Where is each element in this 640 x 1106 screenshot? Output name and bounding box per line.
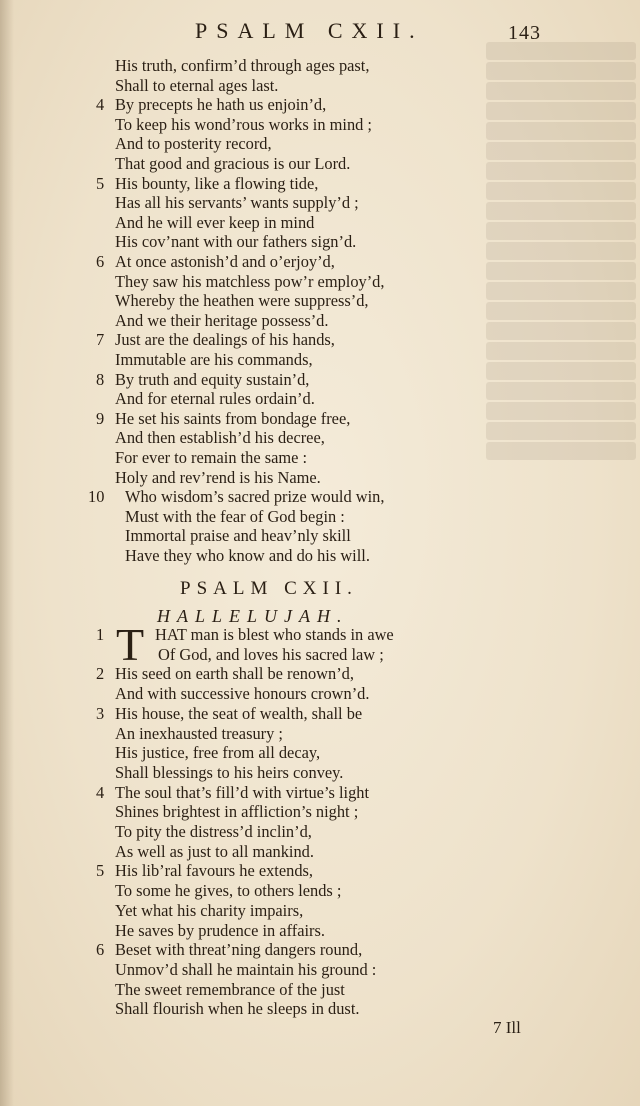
verse-number: 8	[96, 369, 105, 389]
verse-line: That good and gracious is our Lord.	[115, 154, 351, 173]
verse-line: Unmov’d shall he maintain his ground :	[115, 959, 377, 979]
page-header	[0, 18, 640, 48]
verse-line: They saw his matchless pow’r employ’d,	[115, 271, 385, 291]
verse-line: And with successive honours crown’d.	[115, 684, 370, 704]
verse-line: And to posterity record,	[115, 134, 272, 154]
verse-line: He set his saints from bondage free,	[115, 408, 351, 428]
verse-line: His bounty, like a flowing tide,	[115, 173, 319, 193]
verse-number: 6	[96, 940, 105, 960]
verse-line: Have they who know and do his will.	[125, 546, 370, 565]
verse-number: 4	[96, 95, 105, 115]
verse-number: 4	[96, 782, 105, 802]
verse-line: And then establish’d his decree,	[115, 428, 325, 448]
verse-line: Of God, and loves his sacred law ;	[158, 644, 384, 664]
verse-line: His cov’nant with our fathers sign’d.	[115, 232, 357, 252]
drop-cap: T	[116, 619, 145, 670]
verse-line: An inexhausted treasury ;	[115, 723, 283, 743]
verse-number: 5	[96, 861, 105, 881]
verse-line: By truth and equity sustain’d,	[115, 369, 310, 389]
psalm-subtitle: HALLELUJAH.	[157, 606, 349, 626]
verse-line: Must with the fear of God begin :	[125, 506, 345, 526]
verse-line: Who wisdom’s sacred prize would win,	[125, 487, 385, 507]
verse-line: HAT man is blest who stands in awe	[155, 625, 394, 644]
verse-number: 9	[96, 408, 105, 428]
verse-line: Shines brightest in affliction’s night ;	[115, 802, 359, 822]
verse-line: And for eternal rules ordain’d.	[115, 389, 315, 409]
verse-line: Shall blessings to his heirs convey.	[115, 762, 344, 782]
verse-line: Immortal praise and heav’nly skill	[125, 526, 351, 546]
catchword: 7 Ill	[493, 1018, 521, 1037]
verse-line: For ever to remain the same :	[115, 448, 308, 467]
verse-line: To pity the distress’d inclin’d,	[115, 822, 312, 841]
verse-line: Just are the dealings of his hands,	[115, 330, 335, 350]
running-head: PSALM CXII.	[195, 18, 424, 43]
verse-number: 1	[96, 625, 105, 644]
verse-line: The sweet remembrance of the just	[115, 979, 345, 999]
verse-line: Immutable are his commands,	[115, 350, 313, 369]
verse-number: 5	[96, 173, 105, 193]
verse-line: His justice, free from all decay,	[115, 743, 321, 763]
show-through-text	[486, 40, 636, 560]
verse-line: By precepts he hath us enjoin’d,	[115, 95, 327, 115]
verse-line: Has all his servants’ wants supply’d ;	[115, 193, 359, 213]
verse-line: Whereby the heathen were suppress’d,	[115, 291, 369, 311]
verse-line: His lib’ral favours he extends,	[115, 861, 314, 881]
spine-shadow	[0, 0, 14, 1106]
verse-line: At once astonish’d and o’erjoy’d,	[115, 252, 335, 271]
verse-line: His seed on earth shall be renown’d,	[115, 664, 354, 684]
verse-line: Beset with threat’ning dangers round,	[115, 940, 363, 960]
verse-number: 2	[96, 664, 105, 684]
verse-line: As well as just to all mankind.	[115, 841, 314, 861]
verse-line: His truth, confirm’d through ages past,	[115, 56, 370, 75]
verse-number: 7	[96, 330, 105, 350]
verse-line: And he will ever keep in mind	[115, 212, 315, 232]
verse-line: The soul that’s fill’d with virtue’s light	[115, 782, 370, 802]
verse-line: And we their heritage possess’d.	[115, 310, 329, 330]
page-number: 143	[508, 22, 541, 44]
verse-number: 10	[88, 487, 105, 507]
verse-line: To keep his wond’rous works in mind ;	[115, 114, 372, 134]
verse-line: Yet what his charity impairs,	[115, 900, 304, 920]
verse-number: 6	[96, 252, 105, 271]
verse-line: Shall flourish when he sleeps in dust.	[115, 999, 360, 1019]
verse-number: 3	[96, 703, 105, 723]
psalm-title: PSALM CXII.	[180, 578, 358, 599]
verse-line: Shall to eternal ages last.	[115, 75, 279, 95]
verse-line: His house, the seat of wealth, shall be	[115, 703, 363, 723]
verse-line: Holy and rev’rend is his Name.	[115, 467, 321, 487]
verse-line: To some he gives, to others lends ;	[115, 881, 342, 901]
verse-line: He saves by prudence in affairs.	[115, 920, 325, 940]
